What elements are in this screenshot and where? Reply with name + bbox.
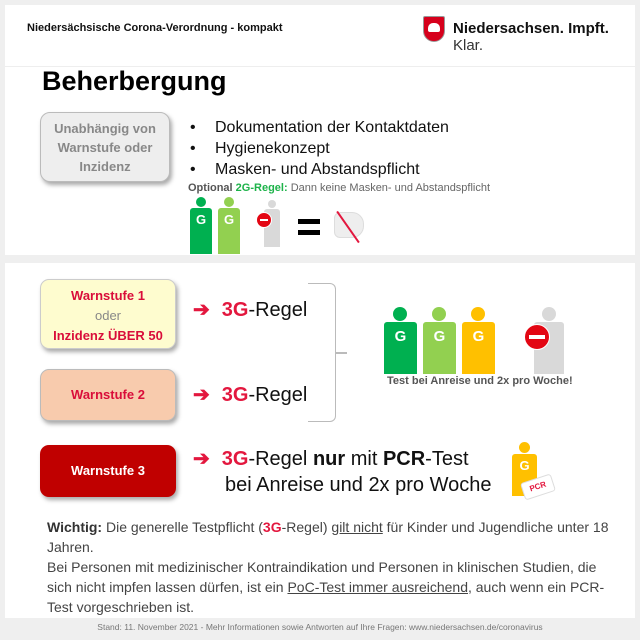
list-item: • Dokumentation der Kontaktdaten [190, 117, 449, 138]
footer: Stand: 11. November 2021 - Mehr Informationen sowie Antworten auf Ihre Fragen: www.niedersachsen.de/coronavirus [97, 622, 543, 632]
brand-slogan [453, 20, 640, 54]
no-entry-icon [256, 212, 272, 228]
w1-incidence: Inzidenz ÜBER 50 [53, 328, 163, 343]
header-title: Niedersächsische Corona-Verordnung - kompakt [27, 22, 283, 34]
optional-text: Dann keine Masken- und Abstandspflicht [290, 182, 491, 194]
rule-pcr: PCR [382, 448, 426, 470]
note-text: , auch wenn ein PCR-Test vorgeschrieben ist. [47, 579, 605, 615]
brand-part-2: Impft. [568, 20, 609, 37]
note-underline-poc: PoC-Test immer ausreichend [287, 579, 468, 595]
rule-only: nur [312, 448, 346, 470]
arrow-icon: ➔ [193, 384, 210, 406]
w2-rule [193, 382, 307, 407]
optional-label: Optional [188, 182, 233, 194]
test-note: Test bei Anreise und 2x pro Woche! [387, 375, 573, 387]
rule-text: -Regel [248, 448, 313, 470]
niedersachsen-horse-logo-icon [423, 16, 445, 42]
w1-or: oder [94, 308, 122, 323]
page-title: Beherbergung [42, 66, 227, 96]
important-note [47, 517, 622, 617]
rule-3g: 3G [221, 384, 249, 406]
note-text: -Regel) [281, 519, 332, 535]
list-item: • Masken- und Abstandspflicht [190, 159, 449, 180]
note-3g: 3G [262, 519, 282, 535]
rule-text: -Test [425, 448, 469, 470]
note-text: Bei Personen mit medizinischer Kontraindikation und Personen in klinischen Studien, die sich nicht impfen lassen dürfen, ist ein [47, 559, 597, 595]
warnstufe-1-box [40, 279, 176, 349]
rule-text: -Regel [248, 384, 308, 406]
pcr-tag-icon: PCR [520, 473, 556, 500]
w1-rule [193, 297, 307, 322]
w1-label: Warnstufe 1 [71, 288, 145, 303]
w3-rule [193, 446, 491, 498]
brand-part-3: Klar. [453, 37, 484, 54]
warnstufe-2-box: Warnstufe 2 [40, 369, 176, 421]
rule-3g: 3G [221, 448, 249, 470]
note-underline-not-valid: gilt nicht [331, 519, 383, 535]
warnstufe-3-box: Warnstufe 3 [40, 445, 176, 497]
optional-rule: 2G-Regel: [235, 182, 288, 194]
arrow-icon: ➔ [193, 448, 210, 470]
list-item: • Hygienekonzept [190, 138, 449, 159]
optional-2g-note [188, 182, 490, 194]
rule-text: mit [345, 448, 383, 470]
note-label: Wichtig: [47, 519, 103, 535]
note-text: für Kinder und Jugendliche unter 18 Jahren. [47, 519, 609, 555]
w3-rule-line2: bei Anreise und 2x pro Woche [225, 474, 492, 496]
condition-box-general: Unabhängig von Warnstufe oder Inzidenz [40, 112, 170, 182]
general-rules-list [190, 117, 449, 180]
no-mask-icon [334, 212, 364, 238]
rule-3g: 3G [221, 299, 249, 321]
note-text: Die generelle Testpflicht ( [102, 519, 263, 535]
rule-text: -Regel [248, 299, 308, 321]
grouping-brace [308, 283, 336, 422]
brand-part-1: Niedersachsen. [453, 20, 564, 37]
arrow-icon: ➔ [193, 299, 210, 321]
no-entry-icon [524, 324, 550, 350]
equals-icon [298, 219, 320, 235]
